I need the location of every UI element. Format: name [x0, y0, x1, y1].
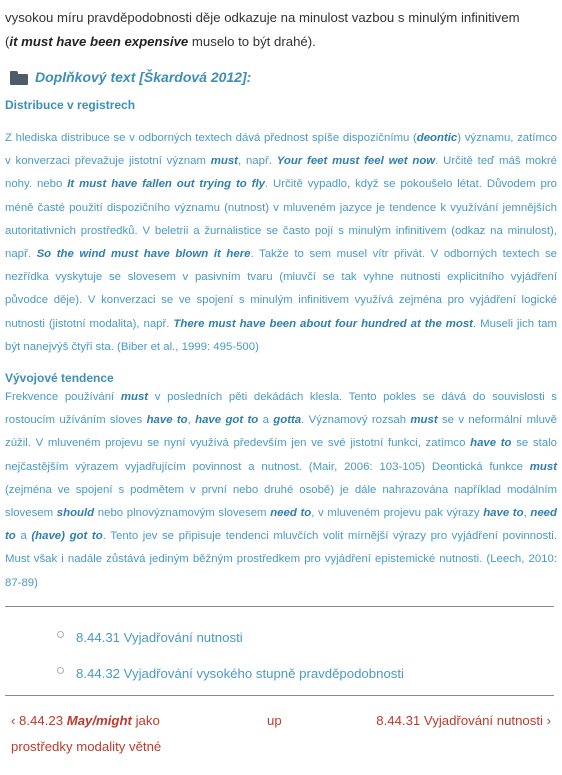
prev-page-link[interactable]: ‹ 8.44.23 May/might jako prostředky modality větné: [11, 713, 162, 754]
bullet-icon: [57, 667, 64, 674]
extra-text-title: Doplňkový text [Škardová 2012]:: [35, 69, 252, 85]
next-page-link[interactable]: 8.44.31 Vyjadřování nutnosti ›: [376, 713, 551, 728]
intro-paren: (: [5, 33, 10, 49]
folder-icon: [10, 71, 28, 85]
development-heading: Vývojové tendence: [5, 371, 114, 385]
child-page-link-pravdepodobnost[interactable]: [57, 666, 404, 702]
child-page-link-nutnost[interactable]: [57, 630, 404, 666]
intro-paragraph: [5, 6, 555, 53]
up-link[interactable]: up: [267, 713, 282, 728]
divider-bottom: [5, 695, 554, 696]
bullet-icon: [57, 631, 64, 638]
intro-example: it must have been expensive: [9, 33, 189, 49]
distribution-heading: Distribuce v registrech: [5, 98, 136, 112]
divider-top: [5, 606, 554, 607]
child-page-label[interactable]: 8.44.32 Vyjadřování vysokého stupně pravděpodobnosti: [76, 666, 404, 681]
extra-text-header: [10, 69, 251, 85]
development-paragraph: Frekvence používání must v posledních pěti dekádách klesla. Tento pokles se dává do souvislosti s rostoucím užíváním sloves have to, have got to a gotta. Významový rozsah must se v neformální mluvě zúžil. V mluveném projevu se nyní využívá především jen ve své jistotní funkci, zatímco have to se stalo nejčastějším výrazem vyjadřujícím povinnost a nutnost. (Mair, 2006: 103-105) Deontická funkce must (zejména ve spojení s podmětem v první nebo druhé osobě) je dále nahrazována například modálním slovesem should nebo plnovýznamovým slovesem need to, v mluveném projevu pak výrazy have to, need to a (have) got to. Tento jev se připisuje tendenci mluvčích volit mírnější výrazy pro vyjádření povinnosti. Must však i nadále zůstává jediným běžným prostředkem pro vyjádření epistemické nutnosti. (Leech, 2010: 87-89): [5, 391, 558, 589]
development-section: [5, 370, 557, 595]
intro-translation: muselo to být drahé).: [188, 33, 316, 49]
distribution-paragraph: Z hlediska distribuce se v odborných textech dává přednost spíše dispozičnímu (deontic) významu, zatímco v konverzaci převažuje jistotní význam must, např. Your feet must feel wet now. Určitě teď máš mokré nohy. nebo It must have fallen out trying to fly. Určitě vypadlo, když se pokoušelo létat. Důvodem pro méně časté použití dispozičního významu (nutnost) v mluveném jazyce je tendence k využívání jemnějších autoritativních prostředků. V beletrii a žurnalistice se často pojí s minulým infinitivem (odkaz na minulost), např. So the wind must have blown it here. Takže to sem musel vítr přivát. V odborných textech se nezřídka vyskytuje se slovesem v pasivním tvaru (mluvčí se tak vyhne nutnosti explicitního vyjádření původce děje). V konverzaci se ve spojení s minulým infinitivem využívá zejména pro vyjádření logické nutnosti (jistotní modalita), např. There must have been about four hundred at the most. Museli jich tam být nanejvýš čtyři sta. (Biber et al., 1999: 495-500): [5, 132, 557, 353]
distribution-section: [5, 97, 557, 359]
child-page-label[interactable]: 8.44.31 Vyjadřování nutnosti: [76, 630, 243, 645]
child-pages-list: [57, 630, 404, 702]
intro-text: vysokou míru pravděpodobnosti děje odkazuje na minulost vazbou s minulým infinitivem: [5, 10, 520, 25]
